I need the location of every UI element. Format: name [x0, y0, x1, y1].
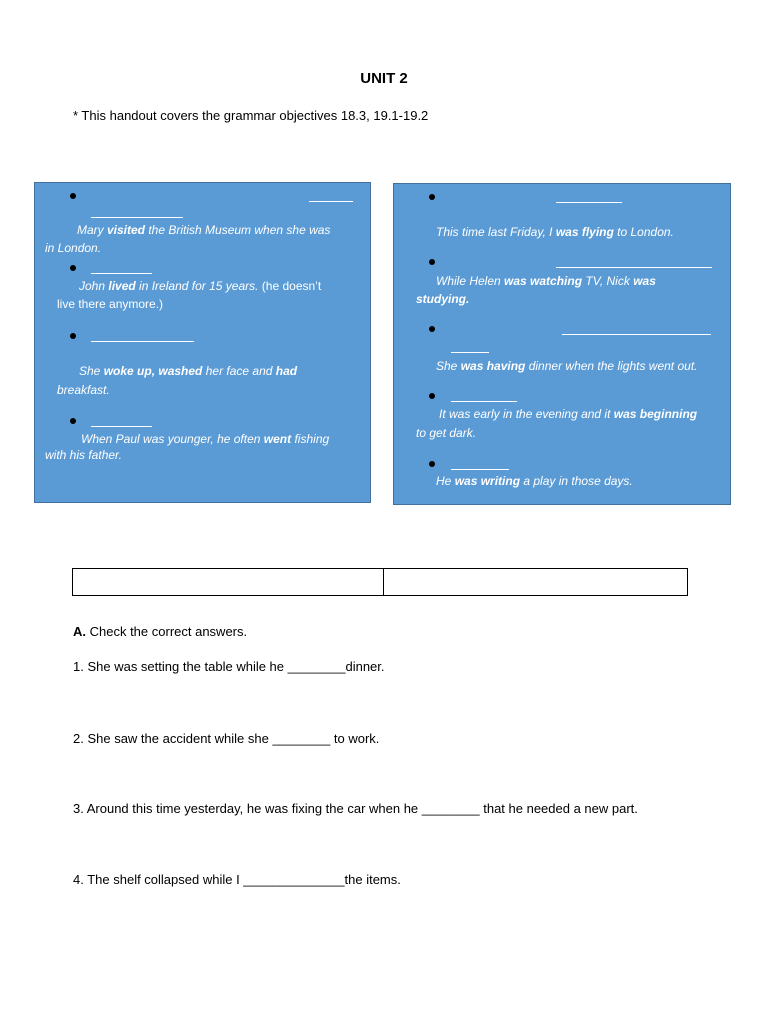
- question-4: 4. The shelf collapsed while I ______________the items.: [73, 872, 401, 887]
- answer-blank: [451, 469, 509, 470]
- example-sentence-cont: to get dark.: [416, 426, 477, 440]
- example-sentence: It was early in the evening and it was beginning: [439, 407, 698, 421]
- example-sentence-cont: with his father.: [45, 448, 122, 462]
- bullet-icon: [429, 259, 435, 265]
- bullet-icon: [70, 418, 76, 424]
- example-sentence-cont: studying.: [416, 292, 470, 306]
- table-cell: [73, 569, 384, 595]
- example-sentence: She woke up, washed her face and had: [79, 364, 298, 378]
- example-sentence: He was writing a play in those days.: [436, 474, 633, 488]
- example-sentence-cont: in London.: [45, 241, 102, 255]
- answer-blank: [556, 202, 622, 203]
- table-cell: [384, 569, 687, 595]
- example-sentence: She was having dinner when the lights went out.: [436, 359, 698, 373]
- example-sentence-cont: live there anymore.): [57, 297, 164, 311]
- bullet-icon: [70, 265, 76, 271]
- question-3: 3. Around this time yesterday, he was fixing the car when he ________ that he needed a new part.: [73, 801, 638, 816]
- exercise-heading: A. Check the correct answers.: [73, 624, 248, 639]
- answer-blank: [91, 273, 152, 274]
- example-sentence-cont: breakfast.: [57, 383, 110, 397]
- example-sentence: Mary visited the British Museum when she was: [77, 223, 331, 237]
- example-sentence: While Helen was watching TV, Nick was: [436, 274, 656, 288]
- example-sentence: When Paul was younger, he often went fishing: [81, 432, 330, 446]
- bullet-icon: [429, 194, 435, 200]
- bullet-icon: [429, 461, 435, 467]
- answer-blank: [91, 426, 152, 427]
- answer-blank: [451, 401, 517, 402]
- question-2: 2. She saw the accident while she ________ to work.: [73, 731, 380, 746]
- answer-blank: [451, 352, 489, 353]
- bullet-icon: [70, 193, 76, 199]
- example-box-left: [34, 182, 371, 503]
- empty-table: [72, 568, 688, 596]
- answer-blank: [556, 267, 712, 268]
- example-sentence: This time last Friday, I was flying to London.: [436, 225, 674, 239]
- answer-blank: [91, 217, 183, 218]
- answer-blank: [309, 201, 353, 202]
- objectives-note: * This handout covers the grammar objectives 18.3, 19.1-19.2: [73, 108, 429, 123]
- question-1: 1. She was setting the table while he ________dinner.: [73, 659, 385, 674]
- bullet-icon: [70, 333, 76, 339]
- page-title: UNIT 2: [360, 70, 408, 87]
- bullet-icon: [429, 326, 435, 332]
- bullet-icon: [429, 393, 435, 399]
- answer-blank: [91, 341, 194, 342]
- example-sentence: John lived in Ireland for 15 years. (he doesn’t: [79, 279, 322, 293]
- example-box-right: [393, 183, 731, 505]
- answer-blank: [562, 334, 711, 335]
